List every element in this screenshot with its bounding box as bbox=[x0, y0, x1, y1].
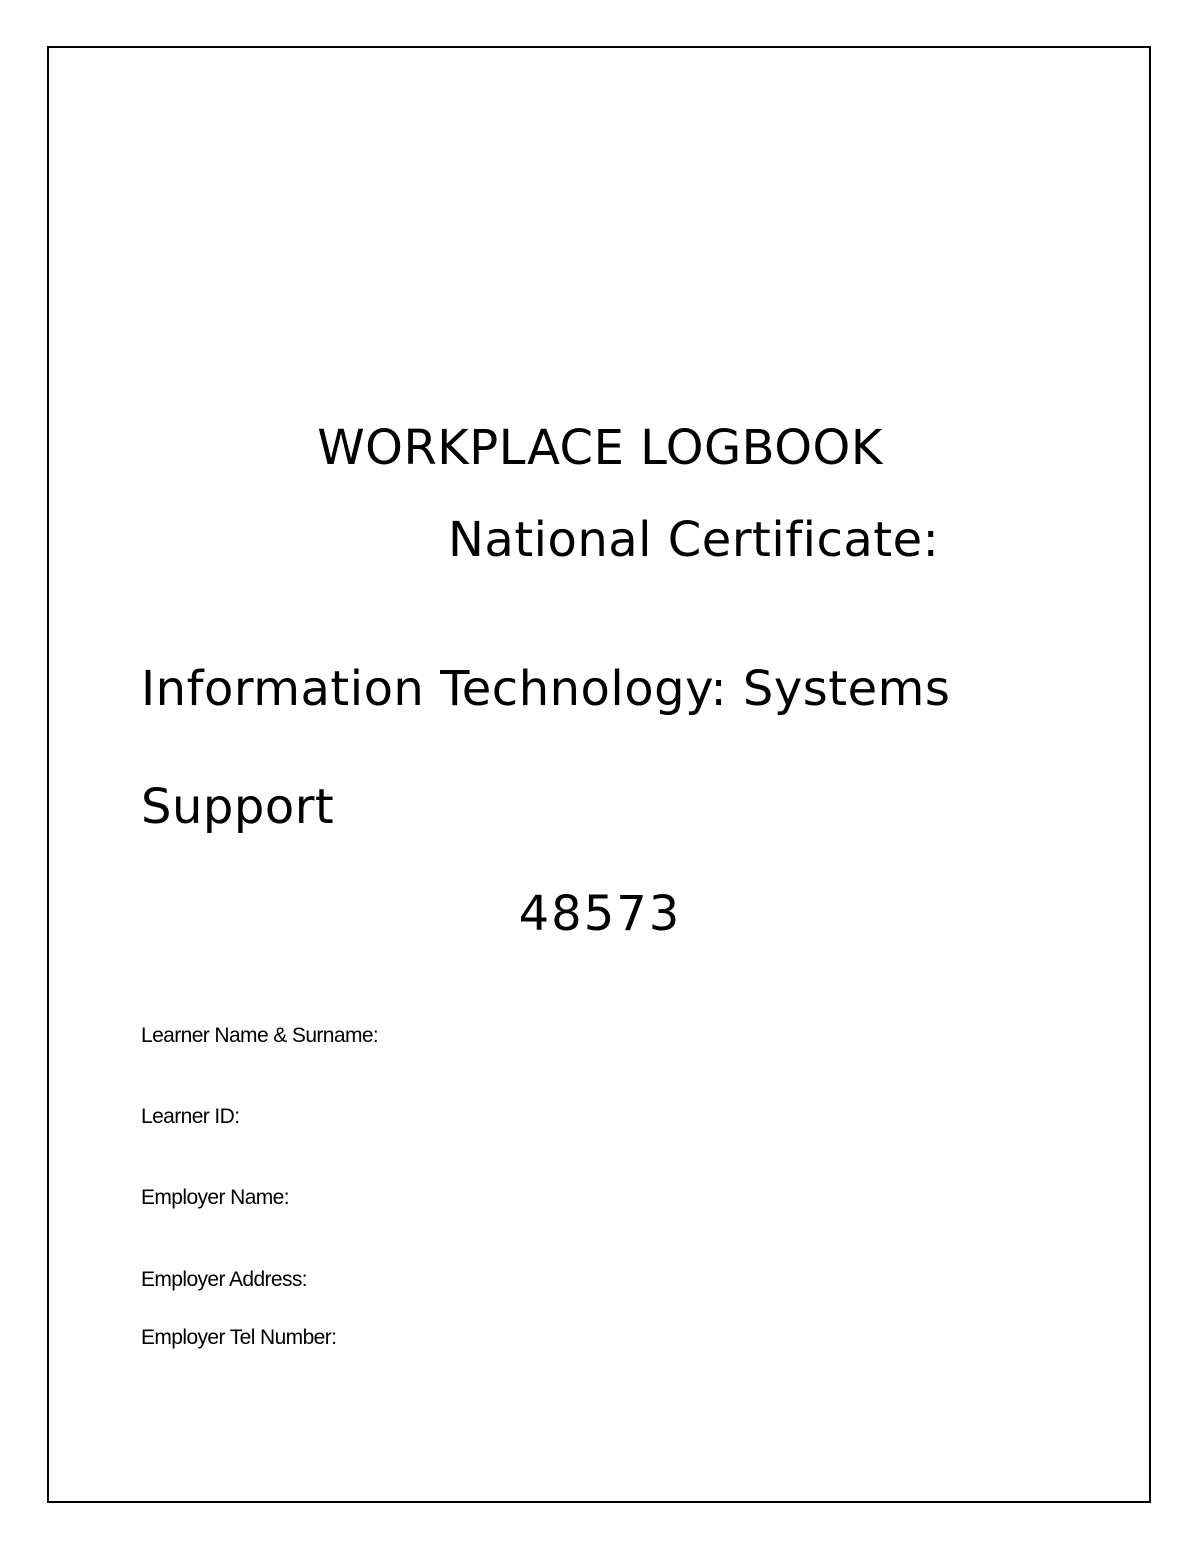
learner-id-label: Learner ID: bbox=[141, 1105, 240, 1128]
qualification-code: 48573 bbox=[518, 886, 682, 942]
employer-tel-label: Employer Tel Number: bbox=[141, 1326, 337, 1349]
learner-name-label: Learner Name & Surname: bbox=[141, 1024, 379, 1047]
certificate-title: National Certificate: bbox=[448, 512, 940, 568]
employer-name-label: Employer Name: bbox=[141, 1186, 289, 1209]
qualification-title: Information Technology: Systems Support bbox=[141, 661, 951, 835]
employer-address-label: Employer Address: bbox=[141, 1268, 308, 1291]
logbook-title: WORKPLACE LOGBOOK bbox=[317, 420, 883, 476]
